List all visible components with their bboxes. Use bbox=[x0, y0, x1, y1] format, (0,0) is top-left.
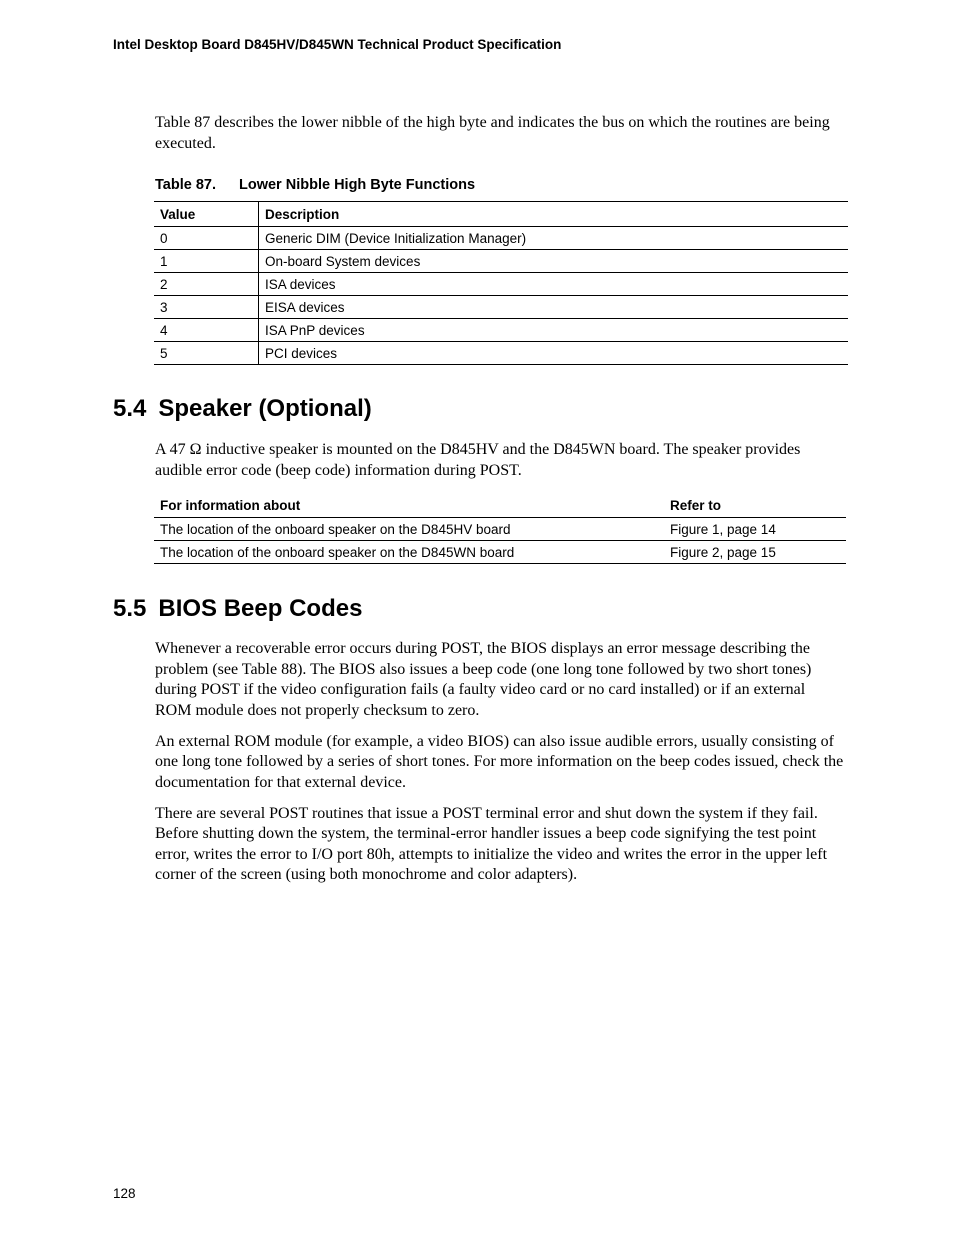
table-87-cell-description: EISA devices bbox=[259, 296, 849, 319]
table-87-header-value: Value bbox=[154, 202, 259, 227]
intro-paragraph: Table 87 describes the lower nibble of the high byte and indicates the bus on which the routines are being executed. bbox=[155, 114, 830, 152]
table-87 bbox=[154, 201, 848, 365]
reference-table bbox=[154, 493, 846, 564]
section-5-5-paragraph-3: There are several POST routines that issue a POST terminal error and shut down the system if they fail. Before shutting down the system, the terminal-error handler issues a beep code signifying the test point error, writes the error to I/O port 80h, attempts to initialize the video and writes the error in the upper left corner of the screen (using both monochrome and color adapters). bbox=[155, 804, 828, 883]
running-header: Intel Desktop Board D845HV/D845WN Technical Product Specification bbox=[113, 37, 562, 52]
table-87-cell-value: 1 bbox=[154, 250, 259, 273]
table-row bbox=[154, 518, 846, 541]
table-87-cell-description: ISA devices bbox=[259, 273, 849, 296]
page-number: 128 bbox=[113, 1186, 136, 1201]
section-5-4-paragraph: A 47 Ω inductive speaker is mounted on the D845HV and the D845WN board. The speaker provides audible error code (beep code) information during POST. bbox=[155, 441, 801, 479]
reference-cell-refer: Figure 2, page 15 bbox=[664, 541, 846, 564]
table-87-header-description: Description bbox=[259, 202, 849, 227]
table-87-cell-value: 5 bbox=[154, 342, 259, 365]
table-87-cell-description: Generic DIM (Device Initialization Manager) bbox=[259, 227, 849, 250]
table-87-caption bbox=[155, 177, 475, 193]
reference-header-refer: Refer to bbox=[664, 493, 846, 518]
section-5-5-number: 5.5 bbox=[113, 595, 147, 622]
table-87-header-row bbox=[154, 202, 848, 227]
table-row bbox=[154, 541, 846, 564]
reference-header-info: For information about bbox=[154, 493, 664, 518]
section-5-5-heading bbox=[113, 595, 362, 623]
table-row bbox=[154, 319, 848, 342]
section-5-5-paragraph-1: Whenever a recoverable error occurs during POST, the BIOS displays an error message describing the problem (see Table 88). The BIOS also issues a beep code (one long tone followed by two short tones) during POST if the video configuration fails (a faulty video card or no card installed) or if an external ROM module does not properly checksum to zero. bbox=[155, 640, 812, 719]
table-row bbox=[154, 296, 848, 319]
table-87-caption-number: Table 87. bbox=[155, 177, 216, 193]
table-87-cell-description: PCI devices bbox=[259, 342, 849, 365]
table-87-cell-value: 4 bbox=[154, 319, 259, 342]
section-5-4-number: 5.4 bbox=[113, 395, 147, 422]
reference-cell-info: The location of the onboard speaker on the D845WN board bbox=[154, 541, 664, 564]
table-87-cell-value: 0 bbox=[154, 227, 259, 250]
table-row bbox=[154, 273, 848, 296]
reference-cell-refer: Figure 1, page 14 bbox=[664, 518, 846, 541]
table-87-cell-value: 3 bbox=[154, 296, 259, 319]
section-5-4-heading bbox=[113, 395, 372, 423]
table-row bbox=[154, 250, 848, 273]
section-5-4-title: Speaker (Optional) bbox=[158, 395, 372, 422]
table-row bbox=[154, 342, 848, 365]
reference-cell-info: The location of the onboard speaker on the D845HV board bbox=[154, 518, 664, 541]
table-row bbox=[154, 227, 848, 250]
section-5-5-title: BIOS Beep Codes bbox=[158, 595, 363, 622]
section-5-5-body bbox=[155, 639, 845, 896]
section-5-5-paragraph-2: An external ROM module (for example, a video BIOS) can also issue audible errors, usually consisting of one long tone followed by a series of short tones. For more information on the beep codes issued, check the documentation for that external device. bbox=[155, 732, 844, 791]
table-87-cell-description: On-board System devices bbox=[259, 250, 849, 273]
table-87-cell-description: ISA PnP devices bbox=[259, 319, 849, 342]
table-87-cell-value: 2 bbox=[154, 273, 259, 296]
table-87-caption-title: Lower Nibble High Byte Functions bbox=[239, 177, 476, 193]
reference-table-header-row bbox=[154, 493, 846, 518]
